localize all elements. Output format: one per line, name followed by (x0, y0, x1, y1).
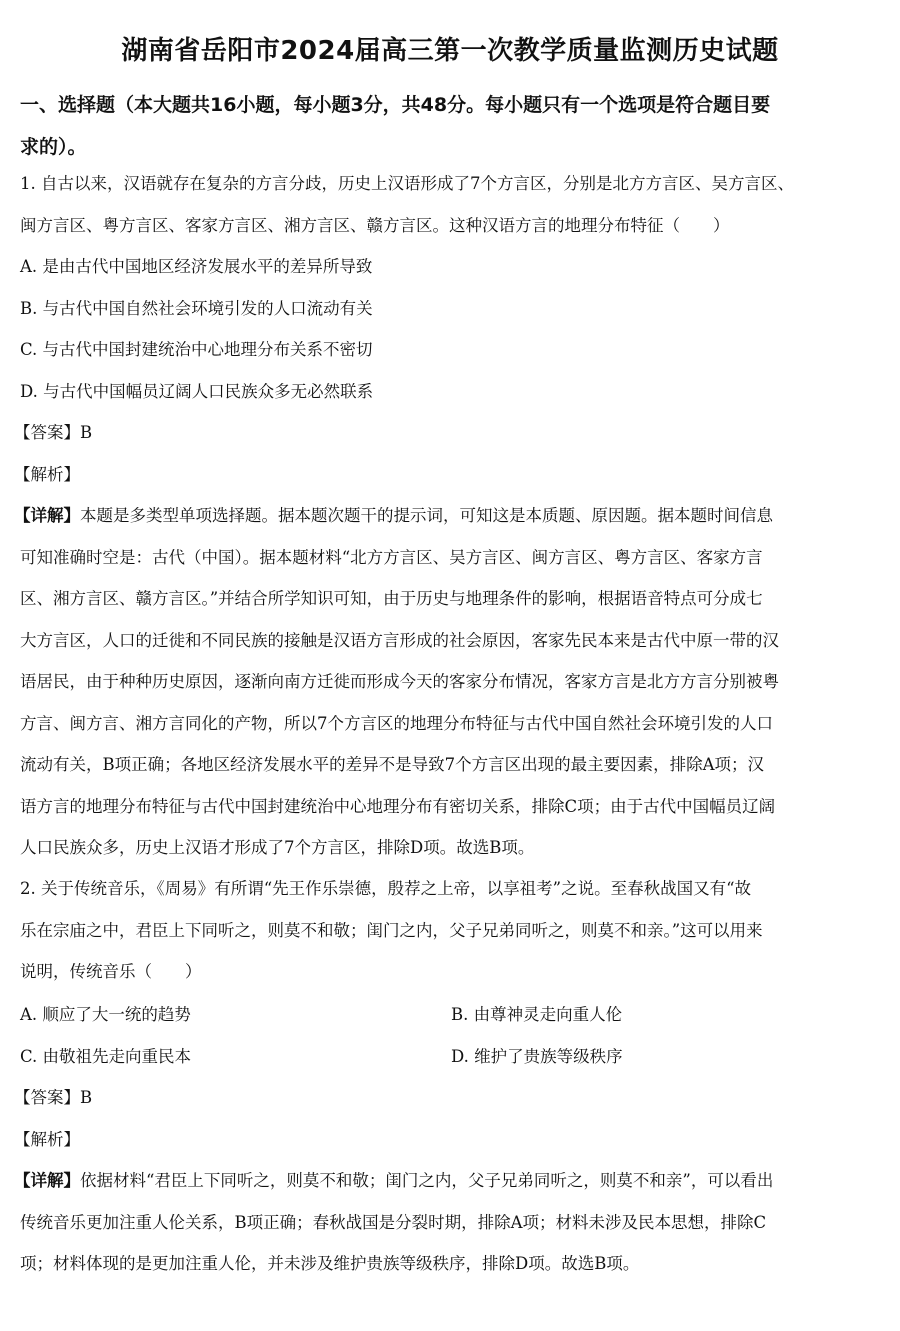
detail-line: 传统音乐更加注重人伦关系，B项正确；春秋战国是分裂时期，排除A项；材料未涉及民本思想，排除C (20, 1212, 767, 1232)
detail-label: 【详解】 (14, 1171, 80, 1190)
option-a: A. 顺应了大一统的趋势 (20, 1005, 191, 1024)
analysis-label (14, 1119, 882, 1161)
detail-label: 【详解】 (14, 506, 80, 525)
option-d: D. 维护了贵族等级秩序 (451, 1046, 623, 1066)
section-heading (20, 84, 880, 167)
question-2-answer (14, 1077, 882, 1160)
page-title: 湖南省岳阳市2024届高三第一次教学质量监测历史试题 (121, 36, 779, 66)
answer-value: B (80, 423, 93, 442)
analysis-label (14, 454, 882, 496)
options-row (20, 1036, 882, 1078)
section-heading-line: 求的）。 (20, 135, 87, 158)
question-stem-line: 1. 自古以来，汉语就存在复杂的方言分歧，历史上汉语形成了7个方言区，分别是北方方言区、吴方言区、 (20, 174, 794, 193)
question-2-options (20, 994, 882, 1077)
analysis-label-text: 【解析】 (14, 1129, 80, 1149)
answer-value: B (80, 1088, 93, 1107)
detail-line: 大方言区，人口的迁徙和不同民族的接触是汉语方言形成的社会原因，客家先民本来是古代中原一带的汉 (20, 630, 779, 650)
detail-line: 流动有关，B项正确；各地区经济发展水平的差异不是导致7个方言区出现的最主要因素，排除A项；汉 (20, 755, 765, 774)
question-1-options (20, 246, 882, 412)
question-1-stem (20, 163, 882, 246)
option-c: C. 由敬祖先走向重民本 (20, 1046, 192, 1066)
detail-line (14, 1160, 882, 1202)
detail-line: 方言、闽方言、湘方言同化的产物，所以7个方言区的地理分布特征与古代中国自然社会环境引发的人口 (20, 713, 773, 733)
option-b: B. 由尊神灵走向重人伦 (451, 1005, 623, 1024)
options-row (20, 994, 882, 1036)
detail-text: 依据材料“君臣上下同听之，则莫不和敬；闺门之内，父子兄弟同听之，则莫不和亲”，可以看出 (80, 1171, 774, 1190)
answer-label: 【答案】 (14, 423, 80, 442)
option-a: A. 是由古代中国地区经济发展水平的差异所导致 (20, 257, 373, 276)
answer-line (14, 1077, 882, 1119)
detail-line: 区、湘方言区、赣方言区。”并结合所学知识可知，由于历史与地理条件的影响，根据语音特点可分成七 (20, 589, 763, 608)
section-heading-line: 一、选择题（本大题共16小题，每小题3分，共48分。每小题只有一个选项是符合题目要 (20, 94, 771, 116)
detail-line: 项；材料体现的是更加注重人伦，并未涉及维护贵族等级秩序，排除D项。故选B项。 (20, 1254, 640, 1273)
question-stem-line: 说明，传统音乐（ ） (20, 962, 202, 981)
option-c: C. 与古代中国封建统治中心地理分布关系不密切 (20, 340, 373, 359)
question-stem-line: 乐在宗庙之中，君臣上下同听之，则莫不和敬；闺门之内，父子兄弟同听之，则莫不和亲。”这可以用来 (20, 920, 763, 940)
answer-label: 【答案】 (14, 1088, 80, 1107)
question-2-detail (14, 1160, 882, 1285)
detail-line: 语方言的地理分布特征与古代中国封建统治中心地理分布有密切关系，排除C项；由于古代中国幅员辽阔 (20, 796, 776, 816)
question-stem-line: 2. 关于传统音乐，《周易》有所谓“先王作乐崇德，殷荐之上帝，以享祖考”之说。至春秋战国又有“故 (20, 879, 752, 898)
detail-line (14, 495, 882, 537)
question-1-detail (14, 495, 882, 869)
answer-line (14, 412, 882, 454)
detail-line: 语居民，由于种种历史原因，逐渐向南方迁徙而形成今天的客家分布情况，客家方言是北方方言分别被粤 (20, 672, 779, 691)
detail-line: 可知准确时空是：古代（中国）。据本题材料“北方方言区、吴方言区、闽方言区、粤方言区、客家方言 (20, 547, 763, 567)
question-2-stem (20, 868, 882, 993)
option-d: D. 与古代中国幅员辽阔人口民族众多无必然联系 (20, 381, 374, 401)
question-stem-line: 闽方言区、粤方言区、客家方言区、湘方言区、赣方言区。这种汉语方言的地理分布特征（ ） (20, 215, 730, 235)
analysis-label-text: 【解析】 (14, 464, 80, 484)
detail-text: 本题是多类型单项选择题。据本题次题干的提示词，可知这是本质题、原因题。据本题时间信息 (80, 506, 773, 525)
question-1-answer (14, 412, 882, 495)
option-b: B. 与古代中国自然社会环境引发的人口流动有关 (20, 298, 373, 318)
detail-line: 人口民族众多，历史上汉语才形成了7个方言区，排除D项。故选B项。 (20, 838, 535, 857)
